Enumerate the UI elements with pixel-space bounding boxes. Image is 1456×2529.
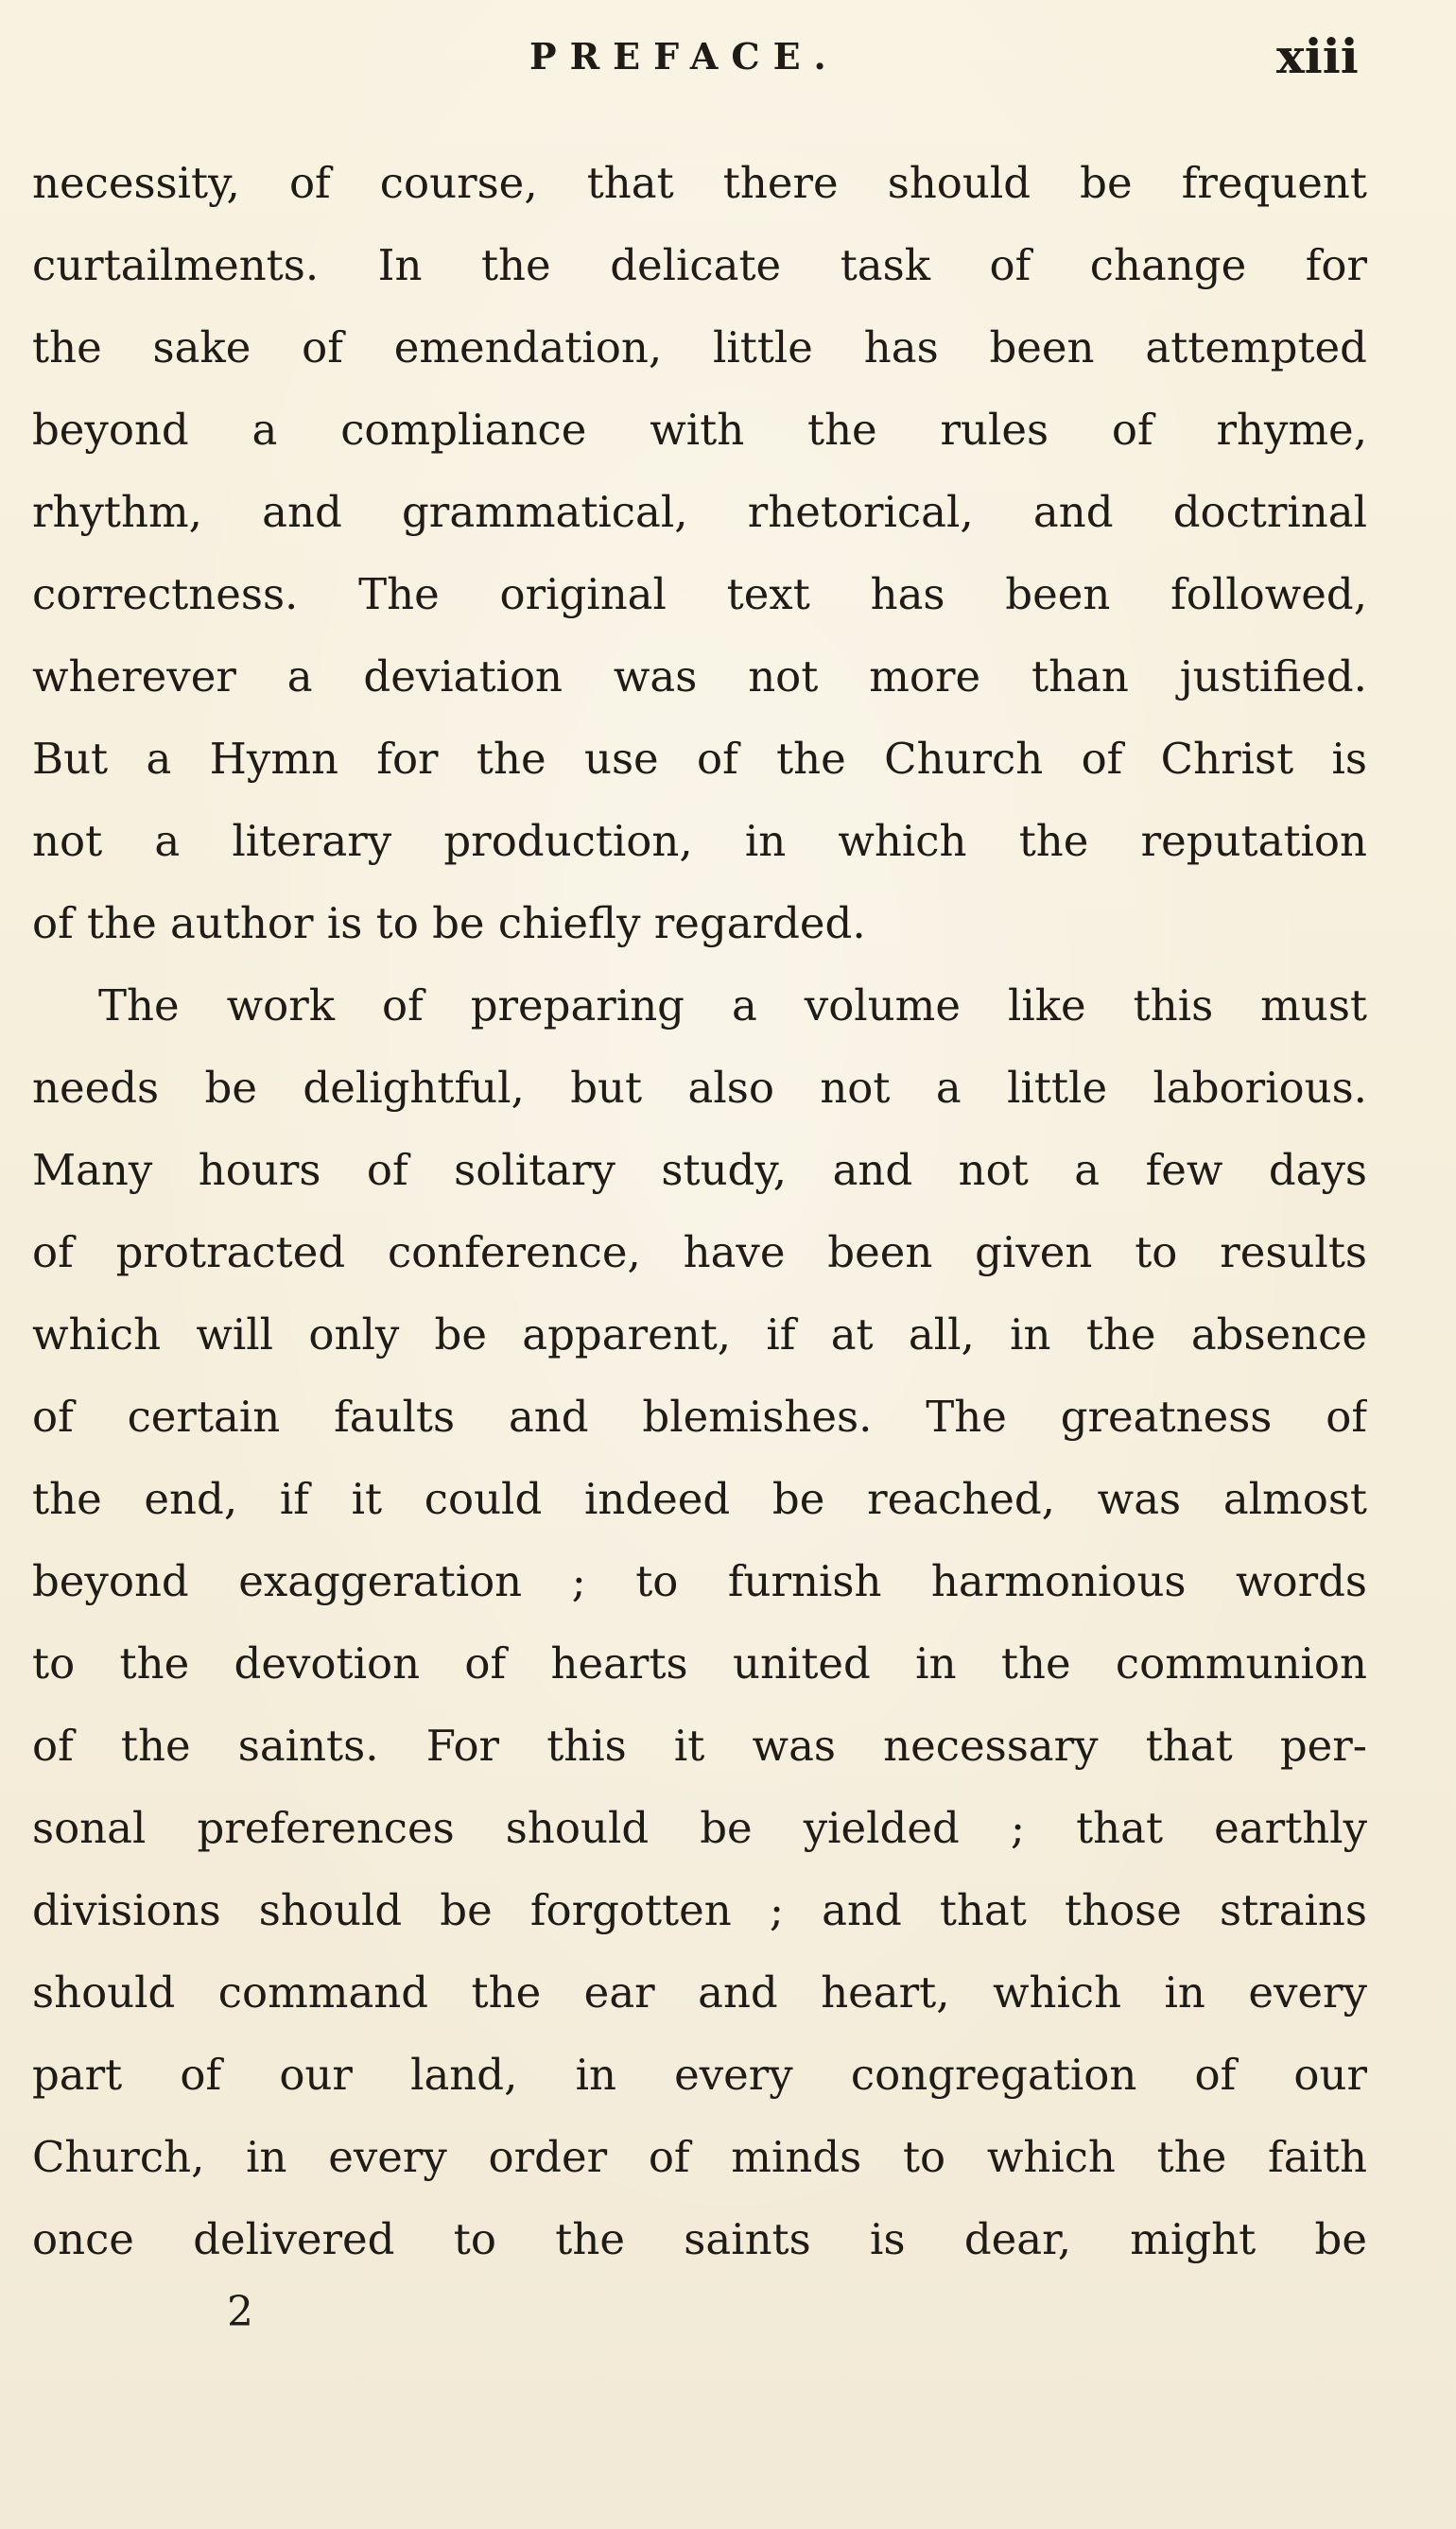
text-line: Many hours of solitary study, and not a few days xyxy=(32,1145,1367,1195)
text-line: curtailments. In the delicate task of change for xyxy=(32,240,1367,290)
text-line: beyond a compliance with the rules of rhyme, xyxy=(32,405,1367,455)
text-line: correctness. The original text has been followed, xyxy=(32,569,1367,619)
signature-mark: 2 xyxy=(227,2288,253,2336)
page-number: xiii xyxy=(1276,28,1359,84)
text-line: of the author is to be chiefly regarded. xyxy=(32,898,866,948)
text-line: beyond exaggeration ; to furnish harmonious words xyxy=(32,1556,1367,1606)
text-line: the end, if it could indeed be reached, was almost xyxy=(32,1474,1367,1524)
text-line: which will only be apparent, if at all, in the absence xyxy=(32,1309,1367,1360)
body-text xyxy=(32,142,1367,2280)
text-line: of protracted conference, have been given to results xyxy=(32,1227,1367,1277)
running-head-title: PREFACE. xyxy=(529,35,840,78)
text-line: should command the ear and heart, which in every xyxy=(32,1967,1367,2018)
text-line: of the saints. For this it was necessary that per- xyxy=(32,1721,1367,1771)
text-line: The work of preparing a volume like this must xyxy=(98,980,1367,1031)
text-line: But a Hymn for the use of the Church of Christ is xyxy=(32,734,1367,784)
text-line: to the devotion of hearts united in the communion xyxy=(32,1638,1367,1689)
text-line: not a literary production, in which the reputation xyxy=(32,816,1367,866)
text-line: wherever a deviation was not more than justified. xyxy=(32,651,1367,702)
text-line: rhythm, and grammatical, rhetorical, and doctrinal xyxy=(32,487,1367,537)
text-line: the sake of emendation, little has been attempted xyxy=(32,322,1367,372)
running-head xyxy=(0,28,1456,85)
text-line: Church, in every order of minds to which the faith xyxy=(32,2132,1367,2182)
text-line: once delivered to the saints is dear, might be xyxy=(32,2214,1367,2264)
text-line: part of our land, in every congregation of our xyxy=(32,2050,1367,2100)
text-line: needs be delightful, but also not a little laborious. xyxy=(32,1063,1367,1113)
text-line: divisions should be forgotten ; and that those strains xyxy=(32,1885,1367,1935)
text-line: necessity, of course, that there should be frequent xyxy=(32,158,1367,208)
text-line: sonal preferences should be yielded ; that earthly xyxy=(32,1803,1367,1853)
text-line: of certain faults and blemishes. The greatness of xyxy=(32,1392,1367,1442)
